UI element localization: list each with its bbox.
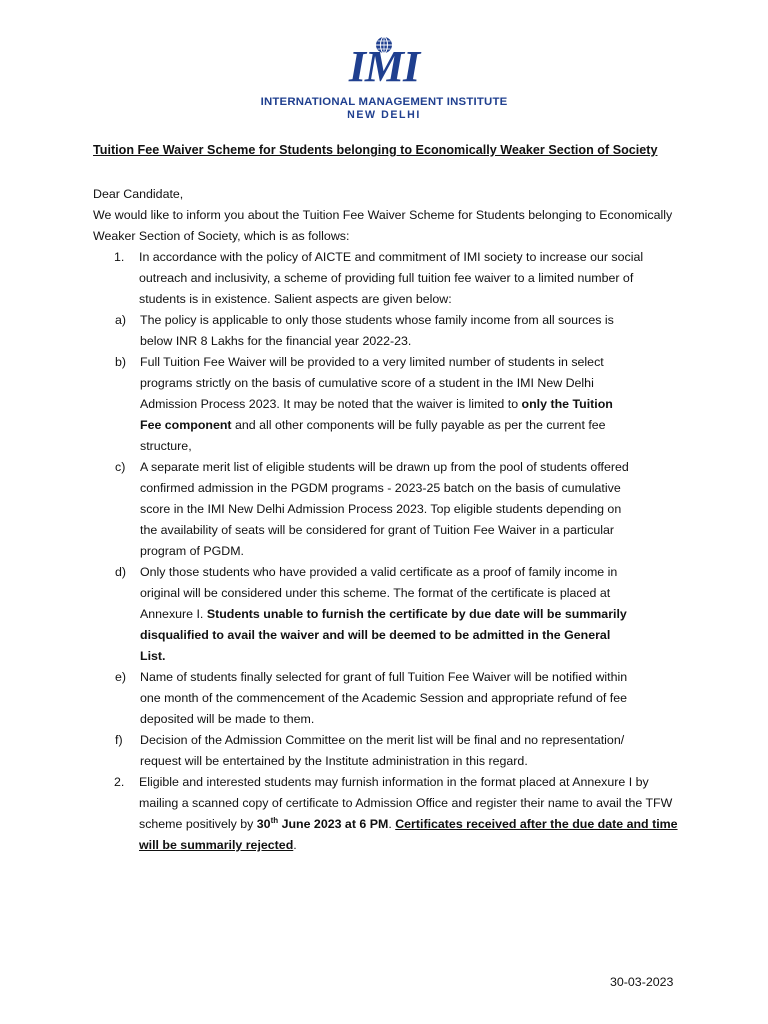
list-item [93, 772, 683, 856]
sub-marker: c) [115, 460, 126, 474]
text-run: . [293, 838, 297, 852]
sub-item-text: A separate merit list of eligible students will be drawn up from the pool of students offered confirmed admission in the PGDM programs - 2023-25 batch on the basis of cumulative score in the IMI New Delhi Admission Process 2023. Top eligible students depending on the availability of seats will be considered for grant of Tuition Fee Waiver in a particular program of PGDM. [140, 460, 629, 558]
deadline-day: 30 [256, 817, 271, 831]
document-date: 30-03-2023 [610, 975, 674, 989]
bold-run: only the Tuition Fee component [140, 397, 613, 432]
letter-body [93, 184, 683, 856]
sub-item-text: The policy is applicable to only those students whose family income from all sources is below INR 8 Lakhs for the financial year 2022-23. [140, 313, 614, 348]
sub-marker: e) [115, 670, 127, 684]
intro-paragraph: We would like to inform you about the Tuition Fee Waiver Scheme for Students belonging to Economically Weaker Section of Society, which is as follows: [93, 208, 673, 243]
institute-name: INTERNATIONAL MANAGEMENT INSTITUTE [260, 96, 508, 108]
text-run: . [388, 817, 396, 831]
sub-item-text: Decision of the Admission Committee on the merit list will be final and no representation/ request will be entertained by the Institute administration in this regard. [140, 733, 625, 768]
sub-list-item [93, 667, 683, 730]
rejection-notice: Certificates received after the due date and time will be summarily rejected [139, 817, 678, 852]
list-item [93, 247, 683, 310]
logo-wordmark: IMI [348, 42, 420, 91]
deadline-rest: June 2023 at 6 PM [278, 817, 389, 831]
sub-marker: f) [115, 733, 123, 747]
sub-item-text [140, 562, 629, 667]
text-run: Only those students who have provided a valid certificate as a proof of family income in original will be considered under this scheme. The format of the certificate is placed at Annexure I. [140, 565, 618, 621]
text-run: and all other components will be fully payable as per the current fee structure, [140, 418, 606, 453]
list-marker: 1. [114, 250, 125, 264]
logo-mark [334, 36, 434, 92]
text-run: Eligible and interested students may furnish information in the format placed at Annexure I by mailing a scanned copy of certificate to Admission Office and register their name to avail the TFW scheme positively by [139, 775, 673, 831]
sub-item-text: Name of students finally selected for grant of full Tuition Fee Waiver will be notified within one month of the commencement of the Academic Session and appropriate refund of fee deposited will be made to them. [140, 670, 628, 726]
sub-item-text [140, 352, 629, 457]
institute-city: NEW DELHI [347, 109, 421, 121]
sub-list [93, 310, 683, 772]
list-item-text [139, 772, 679, 856]
deadline-suffix: th [270, 815, 279, 825]
sub-list-item [93, 457, 683, 562]
sub-marker: a) [115, 313, 127, 327]
text-run: Full Tuition Fee Waiver will be provided to a very limited number of students in select programs strictly on the basis of cumulative score of a student in the IMI New Delhi Admission Process 2023. It may be noted that the waiver is limited to [140, 355, 604, 411]
sub-list-item [93, 562, 683, 667]
document-title: Tuition Fee Waiver Scheme for Students belonging to Economically Weaker Section of Society [93, 143, 658, 157]
list-item-text: In accordance with the policy of AICTE and commitment of IMI society to increase our social outreach and inclusivity, a scheme of providing full tuition fee waiver to a limited number of students is in existence. Salient aspects are given below: [139, 250, 644, 306]
sub-marker: d) [115, 565, 127, 579]
greeting: Dear Candidate, [93, 187, 184, 201]
list-marker: 2. [114, 775, 125, 789]
sub-list-item [93, 310, 683, 352]
bold-run: Students unable to furnish the certificate by due date will be summarily disqualified to avail the waiver and will be deemed to be admitted in the General List. [140, 607, 627, 663]
sub-list-item [93, 730, 683, 772]
sub-marker: b) [115, 355, 127, 369]
institute-logo [0, 36, 768, 121]
sub-list-item [93, 352, 683, 457]
